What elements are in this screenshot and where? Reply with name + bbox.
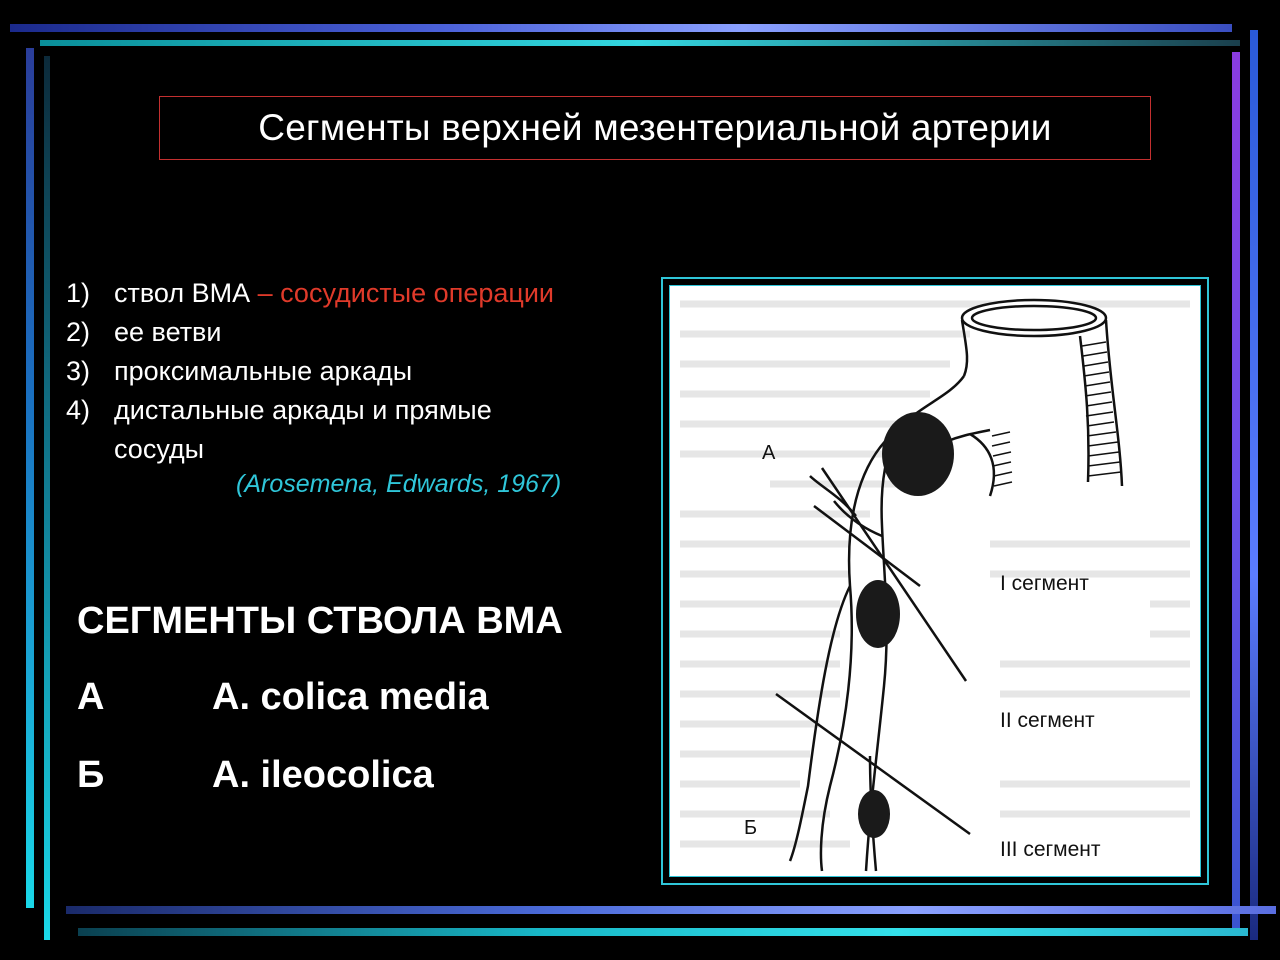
aorta-hatching: [992, 342, 1121, 486]
decorative-bar-right-inner: [1232, 52, 1240, 930]
list-item: [66, 313, 656, 352]
list-text: проксимальные аркады: [114, 356, 413, 386]
list-number: 2): [66, 317, 91, 347]
artery-figure-frame: [661, 277, 1209, 885]
segment-letter: Б: [77, 754, 105, 796]
slide-title: Сегменты верхней мезентериальной артерии: [258, 107, 1052, 148]
trunk-node-mid: [856, 580, 900, 648]
list-text: ствол ВМА: [114, 278, 251, 308]
figure-label-b: Б: [744, 817, 758, 839]
segment-row-a: [77, 676, 489, 719]
artery-segment-list: [66, 274, 656, 469]
decorative-bar-top: [10, 24, 1232, 32]
figure-label-segment-1: I сегмент: [1000, 572, 1089, 595]
segments-heading: СЕГМЕНТЫ СТВОЛА ВМА: [77, 600, 563, 642]
artery-drawing: [670, 286, 1200, 876]
aorta-drawing: [962, 300, 1122, 486]
slide-title-box: [159, 96, 1151, 160]
list-text: ее ветви: [114, 317, 222, 347]
segment-artery: A. colica media: [212, 676, 489, 718]
list-item: [66, 391, 656, 469]
decorative-bar-right: [1250, 30, 1258, 940]
segment-row-b: [77, 754, 434, 797]
list-text: дистальные аркады и прямые сосуды: [114, 395, 492, 464]
segment-letter: А: [77, 676, 105, 718]
figure-label-segment-3: III сегмент: [1000, 838, 1101, 861]
background-text-lines: [680, 304, 1190, 844]
decorative-bar-bottom-inner: [66, 906, 1276, 914]
decorative-bar-left-inner: [44, 56, 50, 940]
list-highlight: – сосудистые операции: [250, 278, 554, 308]
figure-label-a: А: [762, 442, 776, 464]
list-number: 4): [66, 395, 91, 425]
list-number: 1): [66, 278, 91, 308]
list-item: [66, 352, 656, 391]
decorative-bar-left: [26, 48, 34, 908]
list-number: 3): [66, 356, 91, 386]
list-item: [66, 274, 656, 313]
trunk-node-a: [882, 412, 954, 496]
artery-figure: [669, 285, 1201, 877]
trunk-node-b: [858, 790, 890, 838]
citation: (Arosemena, Edwards, 1967): [236, 470, 562, 498]
decorative-bar-top-inner: [40, 40, 1240, 46]
figure-label-segment-2: II сегмент: [1000, 709, 1095, 732]
segment-artery: A. ileocolica: [212, 754, 434, 796]
decorative-bar-bottom: [78, 928, 1248, 936]
